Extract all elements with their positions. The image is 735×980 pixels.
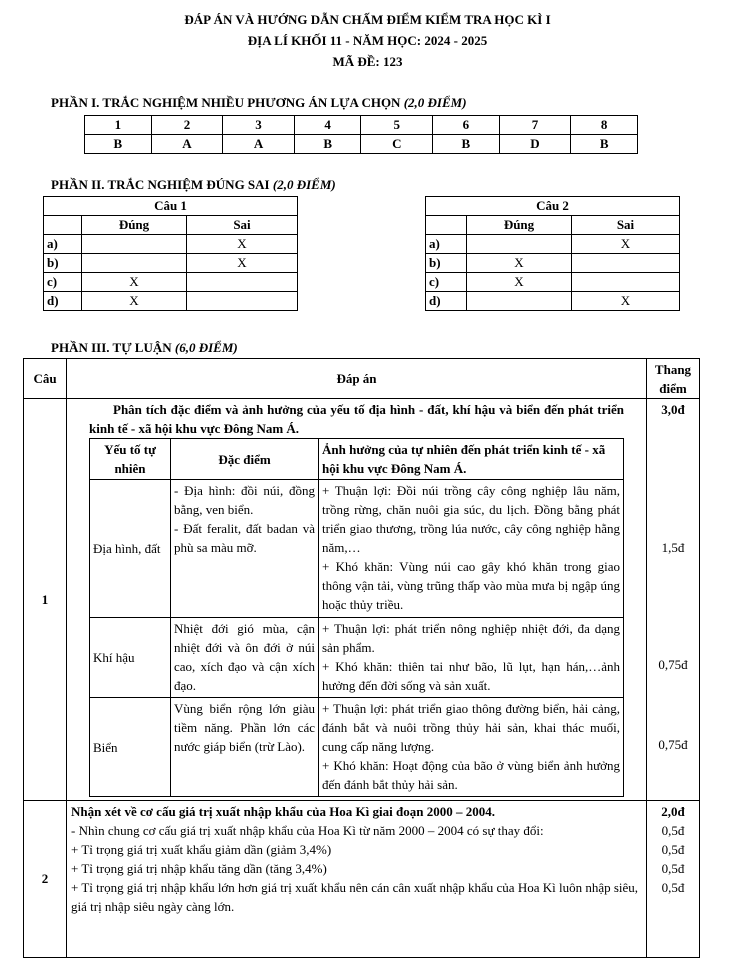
doc-title-line1: ĐÁP ÁN VÀ HƯỚNG DẪN CHẤM ĐIỂM KIỂM TRA HỌC KÌ I (184, 12, 551, 27)
q1-factor-table (89, 438, 624, 797)
statement-label: a) (426, 235, 467, 254)
answer-cell: B (571, 135, 638, 154)
statement-label: d) (426, 292, 467, 311)
part2-title (51, 177, 336, 193)
factor-impact: + Thuận lợi: Đồi núi trồng cây công nghiệp lâu năm, trồng rừng, chăn nuôi gia súc, du lịch. Đồng bằng phát triển giao thương, trồng lúa nước, cây công nghiệp hằng năm,… + Khó khăn: Vùng núi cao gây khó khăn trong giao thông vận tải, vùng trũng thấp vào mùa mưa bị ngập úng hoặc thủy triều. (319, 480, 624, 618)
part1-answer-row (85, 135, 638, 154)
factor-points: 0,75đ (658, 737, 688, 752)
exam-code: MÃ ĐỀ: 123 (332, 54, 403, 69)
part1-title-text: PHẦN I. TRẮC NGHIỆM NHIỀU PHƯƠNG ÁN LỰA CHỌN (51, 95, 401, 110)
part3-title-text: PHẦN III. TỰ LUẬN (51, 340, 172, 355)
q1-total-points: 3,0đ (661, 402, 685, 417)
q2-answer-line: - Nhìn chung cơ cấu giá trị xuất nhập khẩu của Hoa Kì từ năm 2000 – 2004 có sự thay đổi: (71, 823, 544, 838)
factor-features: Nhiệt đới gió mùa, cận nhiệt đới và ôn đới ở núi cao, xích đạo và cận xích đạo. (171, 618, 319, 698)
q1-title: Câu 1 (44, 197, 298, 216)
q2-total-points: 2,0đ (661, 804, 685, 819)
true-mark: X (82, 273, 187, 292)
table-row (426, 235, 680, 254)
part1-title (51, 95, 467, 111)
question-number: 1 (24, 399, 67, 801)
false-header: Sai (572, 216, 680, 235)
factor-points: 0,75đ (658, 657, 688, 672)
true-mark: X (82, 292, 187, 311)
factor-name: Biển (90, 698, 171, 797)
false-mark (572, 254, 680, 273)
factor-points: 1,5đ (661, 540, 685, 555)
false-mark (187, 292, 298, 311)
q2-answer-line: + Tỉ trọng giá trị nhập khẩu tăng dần (tăng 3,4%) (71, 861, 327, 876)
true-header: Đúng (82, 216, 187, 235)
answer-cell: B (433, 135, 500, 154)
factor-row (90, 698, 624, 797)
line-points: 0,5đ (661, 842, 685, 857)
q1-points-cell (647, 399, 700, 801)
part1-score: (2,0 ĐIỂM) (403, 95, 467, 110)
factor-impact: + Thuận lợi: phát triển nông nghiệp nhiệt đới, đa dạng sản phẩm. + Khó khăn: thiên tai như bão, lũ lụt, hạn hán,…ảnh hưởng đến đời sống và sản xuất. (319, 618, 624, 698)
false-mark: X (572, 235, 680, 254)
table-row (44, 292, 298, 311)
answer-cell: B (294, 135, 361, 154)
table-row (426, 292, 680, 311)
part2-q2-table (425, 196, 680, 311)
blank-cell (44, 216, 82, 235)
inner-header-factor: Yếu tố tự nhiên (90, 439, 171, 480)
part3-title (51, 340, 238, 356)
false-mark: X (187, 235, 298, 254)
part2-title-text: PHẦN II. TRẮC NGHIỆM ĐÚNG SAI (51, 177, 270, 192)
question-number: 6 (433, 116, 500, 135)
blank-cell (426, 216, 467, 235)
answer-cell: A (223, 135, 295, 154)
question-number: 3 (223, 116, 295, 135)
line-points: 0,5đ (661, 823, 685, 838)
false-mark (572, 273, 680, 292)
true-header: Đúng (467, 216, 572, 235)
table-row (44, 254, 298, 273)
false-mark: X (187, 254, 298, 273)
true-mark (82, 235, 187, 254)
false-header: Sai (187, 216, 298, 235)
table-row (44, 273, 298, 292)
factor-row (90, 480, 624, 618)
question-number: 1 (85, 116, 152, 135)
factor-name: Địa hình, đất (90, 480, 171, 618)
q2-title: Câu 2 (426, 197, 680, 216)
col-header-points: Thang điểm (647, 359, 700, 399)
part2-score: (2,0 ĐIỂM) (272, 177, 336, 192)
question-number: 4 (294, 116, 361, 135)
part3-score: (6,0 ĐIỂM) (174, 340, 238, 355)
question-number: 2 (24, 801, 67, 958)
factor-row (90, 618, 624, 698)
factor-features: - Địa hình: đồi núi, đồng bằng, ven biển. - Đất feralit, đất badan và phù sa màu mỡ. (171, 480, 319, 618)
q1-question: Phân tích đặc điểm và ảnh hưởng của yếu tố địa hình - đất, khí hậu và biển đến phát triển kinh tế - xã hội khu vực Đông Nam Á. (89, 402, 624, 436)
table-row (426, 273, 680, 292)
statement-label: c) (426, 273, 467, 292)
inner-header-features: Đặc điểm (171, 439, 319, 480)
q2-answer-line: + Tỉ trọng giá trị xuất khẩu giảm dần (giảm 3,4%) (71, 842, 332, 857)
inner-header-impact: Ảnh hưởng của tự nhiên đến phát triển kinh tế - xã hội khu vực Đông Nam Á. (319, 439, 624, 480)
true-mark: X (467, 254, 572, 273)
statement-label: a) (44, 235, 82, 254)
q2-answer-line: + Tỉ trọng giá trị nhập khẩu lớn hơn giá trị xuất khẩu nên cán cân xuất nhập khẩu của Hoa Kì luôn nhập siêu, giá trị nhập siêu ngày càng lớn. (71, 880, 639, 914)
true-mark: X (467, 273, 572, 292)
factor-name: Khí hậu (90, 618, 171, 698)
part1-answer-table (84, 115, 638, 154)
factor-features: Vùng biển rộng lớn giàu tiềm năng. Phần lớn các nước giáp biển (trừ Lào). (171, 698, 319, 797)
part3-table (23, 358, 700, 958)
factor-impact: + Thuận lợi: phát triển giao thông đường biển, hải cảng, đánh bắt và nuôi trồng thủy hải sản, khai thác muối, cung cấp năng lượng. + Khó khăn: Hoạt động của bão ở vùng biển ảnh hưởng đến đánh bắt thủy hải sản. (319, 698, 624, 797)
table-row (426, 254, 680, 273)
question-number: 7 (499, 116, 571, 135)
true-mark (82, 254, 187, 273)
question-number: 2 (151, 116, 223, 135)
part2-q1-table (43, 196, 298, 311)
statement-label: b) (426, 254, 467, 273)
statement-label: b) (44, 254, 82, 273)
answer-cell: A (151, 135, 223, 154)
true-mark (467, 292, 572, 311)
answer-cell: C (361, 135, 433, 154)
true-mark (467, 235, 572, 254)
question-number: 8 (571, 116, 638, 135)
col-header-answer: Đáp án (67, 359, 647, 399)
q2-question: Nhận xét về cơ cấu giá trị xuất nhập khẩu của Hoa Kì giai đoạn 2000 – 2004. (71, 804, 495, 819)
statement-label: d) (44, 292, 82, 311)
table-row (44, 235, 298, 254)
col-header-cau: Câu (24, 359, 67, 399)
statement-label: c) (44, 273, 82, 292)
answer-cell: D (499, 135, 571, 154)
question-number: 5 (361, 116, 433, 135)
part1-number-row (85, 116, 638, 135)
false-mark (187, 273, 298, 292)
line-points: 0,5đ (661, 861, 685, 876)
line-points: 0,5đ (661, 880, 685, 895)
false-mark: X (572, 292, 680, 311)
answer-cell: B (85, 135, 152, 154)
doc-title-line2: ĐỊA LÍ KHỐI 11 - NĂM HỌC: 2024 - 2025 (247, 33, 488, 48)
